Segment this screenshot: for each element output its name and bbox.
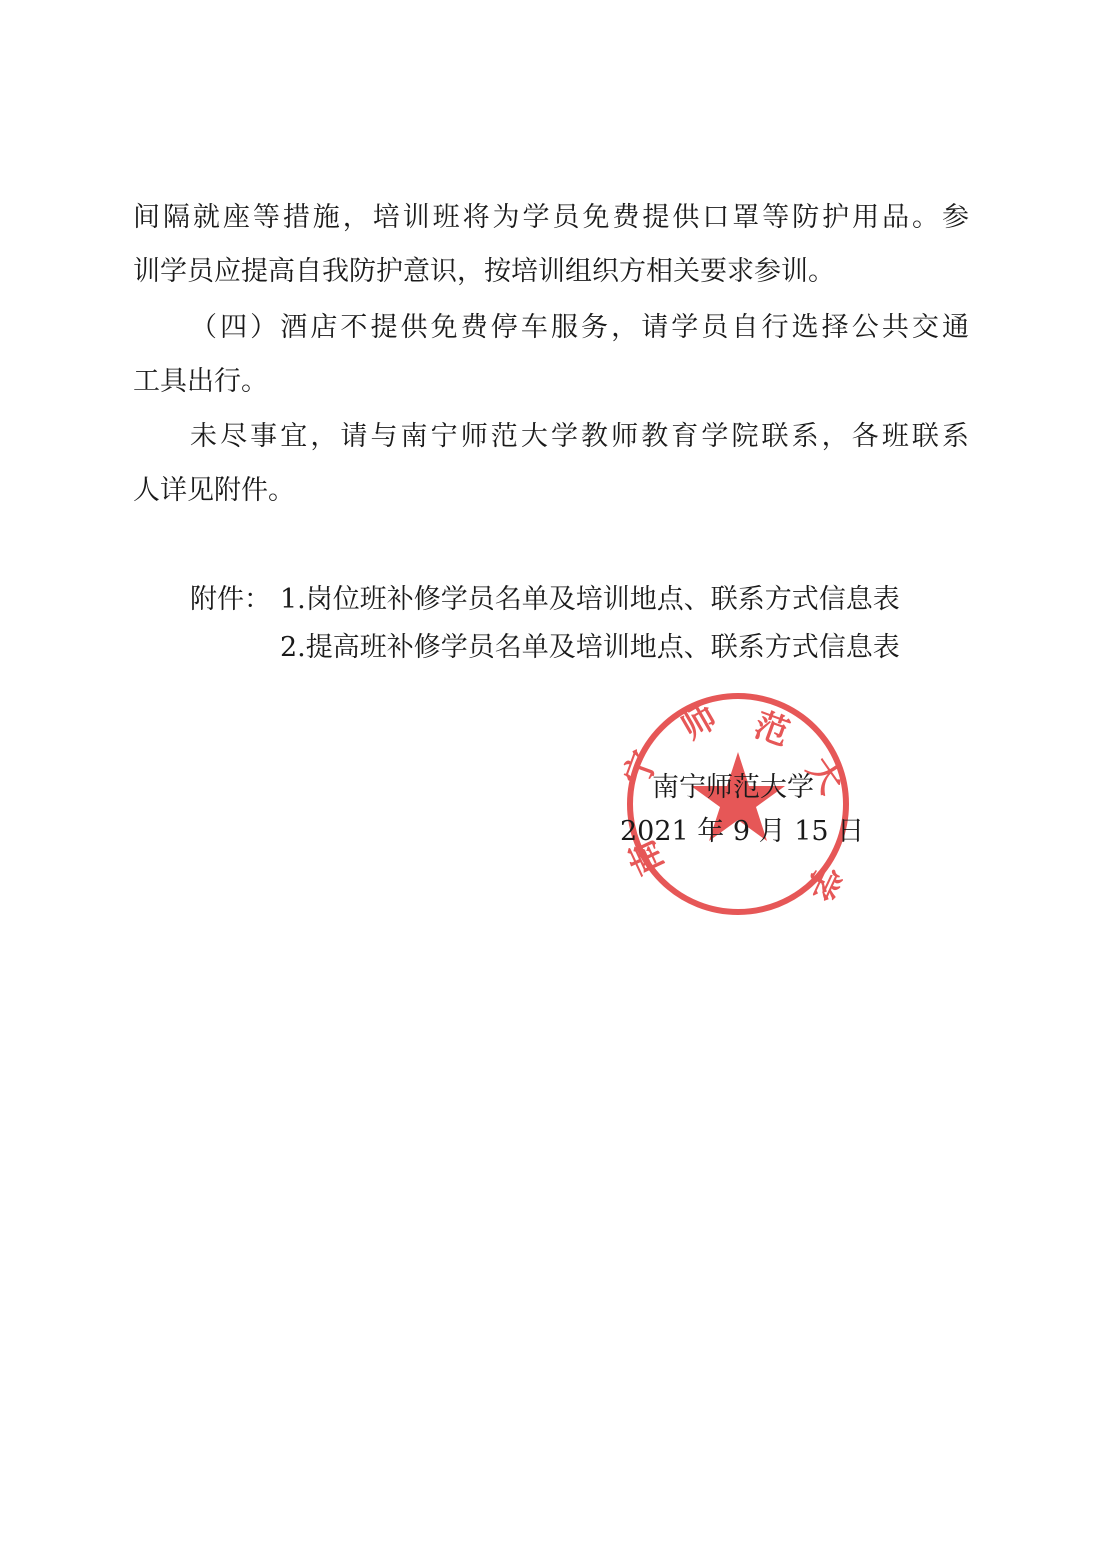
seal-char: 师 bbox=[674, 696, 724, 748]
attachment-label: 附件： bbox=[190, 584, 271, 615]
signature-date: 2021 年 9 月 15 日 bbox=[620, 816, 865, 847]
seal-char: 大 bbox=[798, 750, 851, 802]
seal-char: 南 bbox=[621, 833, 673, 882]
attachment-item-2: 2.提高班补修学员名单及培训地点、联系方式信息表 bbox=[280, 632, 900, 663]
signature-org: 南宁师范大学 bbox=[652, 772, 814, 803]
attachment-item-1: 1.岗位班补修学员名单及培训地点、联系方式信息表 bbox=[280, 584, 900, 615]
body-line-3: （四）酒店不提供免费停车服务，请学员自行选择公共交通 bbox=[190, 312, 969, 343]
seal-char: 范 bbox=[748, 704, 795, 755]
body-line-2: 训学员应提高自我防护意识，按培训组织方相关要求参训。 bbox=[133, 256, 835, 287]
seal-char: 宁 bbox=[616, 745, 667, 792]
body-line-4: 工具出行。 bbox=[133, 366, 268, 397]
body-line-6: 人详见附件。 bbox=[133, 475, 295, 506]
seal-char: 学 bbox=[797, 858, 849, 906]
body-line-1: 间隔就座等措施，培训班将为学员免费提供口罩等防护用品。参 bbox=[133, 202, 969, 233]
body-line-5: 未尽事宜，请与南宁师范大学教师教育学院联系，各班联系 bbox=[190, 421, 969, 452]
